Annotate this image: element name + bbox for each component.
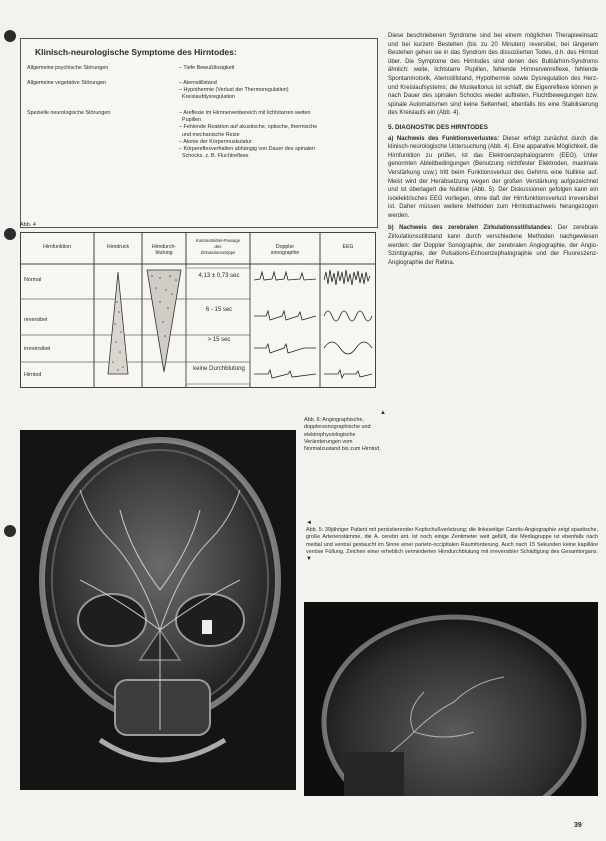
table-header: Hirnfunktion [43,244,71,250]
xray-skull-lateral [304,602,598,796]
table-row-label: reversibel [24,317,48,323]
symptom-item: Kreislaufdysregulation [179,94,236,101]
punch-hole [4,228,16,240]
symptom-category: Spezielle neurologische Störungen [27,110,111,116]
caption-abb5 [306,520,598,563]
symptom-item: – Atemstillstand [179,80,217,86]
page-number: 39 [574,822,582,829]
paragraph-b-title: b) Nachweis des zerebralen Zirkulationsstillstandes: [388,225,553,232]
symptom-item: und mechanische Reize [179,131,240,138]
intro-paragraph: Diese beschriebenen Syndrome sind bei einem möglichen Therapieeinsatz und bei kurzem Bestehen (bis zu 20 Minuten) reversibel, bei längerem Bestehen gehen sie in das Syndrom des dissoziierten Todes, d.h. des Hirntod über. Die Symptome des Hirntodes sind denen des Bulbärhirn-Syndroms ähnlich: weite, lichtstarre Pupillen, fehlende Hirnnervenreflexe, fehlende Spontanmotorik, Atemstillstand, Hypothermie sowie Dysregulation des Herz- und Kreislaufsystems; die Muskeltonus ist schlaff, die Eigenreflexe können je nach Dauer des spinalen Schocks wieder auftreten, Fluchtbewegungen bzw. spinale Automatismen sind keine Seltenheit, ebenfalls bis eine Stabilisierung des Kreislaufs ein (Abb. 4). [388,33,598,117]
symptom-box-title: Klinisch-neurologische Symptome des Hirntodes: [35,47,237,57]
paragraph-b-text: Der zerebrale Zirkulationsstillstand kann durch verschiedene Methoden nachgewiesen werden: der Doppler Sonographie, der zerebralen Angiographie, der Angio-Szintigraphie, der Pulsations-Echoenzephalographie und der Fluoreszenz-Angiographie der Retina. [388,225,598,266]
punch-hole [4,30,16,42]
xray-metal-fragment [202,620,212,634]
symptom-items [179,65,379,72]
symptom-box [20,38,378,228]
function-table [20,232,376,390]
table-header: Hirndurch- blutung [151,244,177,256]
figure-label-abb4: Abb. 4 [20,222,36,228]
caption-abb5-marker: ◄ [306,520,312,526]
paragraph-a [388,135,598,221]
symptom-category: Allgemeine vegetative Störungen [27,80,107,86]
symptom-items [179,80,379,102]
table-row-label: Normal [24,277,42,283]
caption-abb6-text: Abb. 6: Angiographische, dopplersonographische und elektrophysiologische Veränderungen vom Normalzustand bis zum Hirntod. [304,417,381,453]
symptom-item: – Körpereflexverhalten abhängig von Dauer des spinalen [179,146,316,153]
table-row-value: 6 - 15 sec [205,307,233,313]
table-row-value: 4,13 ± 0,73 sec [198,273,240,279]
caption-abb6 [304,410,386,453]
symptom-category: Allgemeine psychische Störungen [27,65,109,71]
right-column-text [388,32,598,271]
paragraph-b [388,224,598,267]
symptom-item: – Atonie der Körpermuskulatur [179,138,252,145]
section-heading: 5. DIAGNOSTIK DES HIRNTODES [388,123,488,131]
caption-abb6-marker: ▲ [380,410,386,416]
symptom-items [179,110,379,160]
symptom-item: – Fehlende Reaktion auf akustische, optische, thermische [179,124,318,131]
punch-hole [4,525,16,537]
symptom-item: – Areflexie im Hirnnervenbereich mit lichtstarren weiten [179,110,311,116]
paragraph-a-title: a) Nachweis des Funktionsverlustes: [388,135,500,142]
table-header: Hirndruck [106,244,130,250]
symptom-item: Schocks, z. B. Fluchtreflexe [179,153,249,160]
table-header: Kontrastmittel-Passage des Zirkulationsstopps [195,238,241,255]
paragraph-a-text: Dieser erfolgt zunächst durch die klinisch-neurologische Untersuchung (Abb. 4). Eine apparative Möglichkeit, die Hirnfunktion zu prüfen, ist das Elektroenzephalogramm (EEG). Unter genormten Ableitbedingungen (Benutzung nichtfester Elektroden, maximale Verstärkung usw.) tritt beim Funktionsverlust des Gehirns eine Nullinie auf. Meist wird der Herabsetzung wegen der großen Verstärkung aufgezeichnet und ist überlagert die Nullinie (Abb. 5). Der Diskussionen gefolgen kann ein isoelektrisches EEG vorliegen, ohne daß der Hirnfunktionsverlust irreversibel ist. Daher müssen weitere Methoden zum Hirntodnachweis herangezogen werden. [388,135,599,219]
table-header: EEG [342,244,354,250]
table-header: Doppler sonographie [270,244,300,256]
table-row-value: keine Durchblutung [193,366,245,372]
caption-abb5-end-marker: ▼ [306,556,312,563]
symptom-item: – Hypothermie (Verlust der Thermoregulation) [179,87,289,94]
symptom-item: – Tiefe Bewußtlosigkeit [179,65,235,71]
table-row-label: Hirntod [24,372,42,378]
caption-abb5-text: Abb. 5: 39jähriger Patient mit persistierender Kopfschußverletzung; die linksseitige Carotis-Angiographie zeigt spastische, große Arterienstämme, die A. cerebri ant. ist noch einige Zentimeter weit gefüllt, die Mediagruppe ist ebenfalls nach medial und ventral gestaucht im Sinne einer parieto-occipitalen Raumforderung. Auch nach 15 Sekunden keine kapilläre venöse Füllung. Zeichen einer erheblich verminderten Hirndurchblutung mit irreversibler Schädigung des Gesamtorgans. [306,527,598,555]
xray-skull-frontal [20,430,296,790]
symptom-item: Pupillen [179,117,202,124]
table-row-label: irreversibel [24,346,51,352]
table-row-value: > 15 sec [207,337,231,343]
